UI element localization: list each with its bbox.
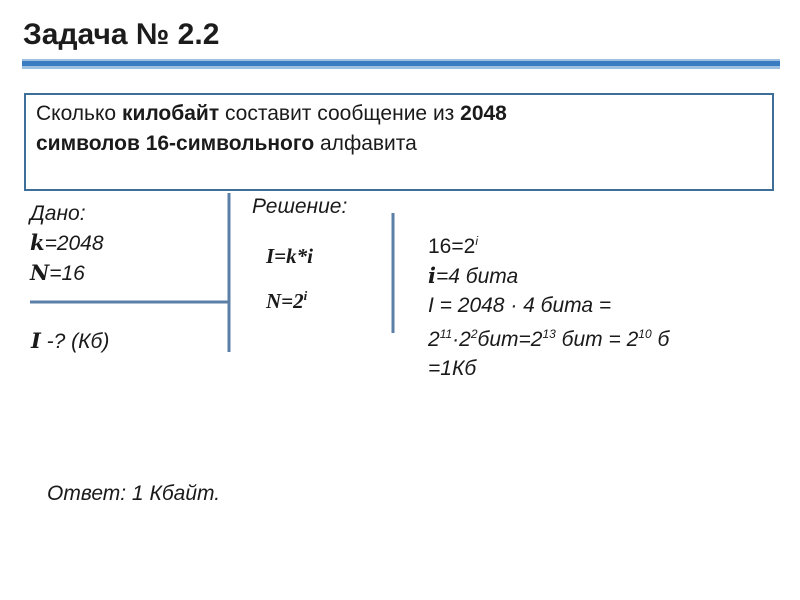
calculation-block: [428, 227, 669, 383]
task-text-1: Сколько: [36, 102, 122, 125]
slide-title: Задача № 2.2: [23, 18, 220, 51]
find-text: -? (Кб): [40, 330, 110, 353]
given-k-var: k: [30, 230, 45, 255]
calc-l4-b: ·2: [452, 328, 471, 351]
given-n-var: N: [30, 260, 50, 285]
task-text-2: составит сообщение из: [219, 102, 461, 125]
given-k-value: =2048: [44, 232, 104, 255]
calc-l1-exp: i: [475, 234, 478, 248]
formula-power-exp: i: [303, 288, 308, 303]
given-n-value: =16: [49, 262, 85, 285]
calc-l4-d-exp: 10: [638, 327, 652, 341]
given-block: [30, 199, 104, 288]
task-bold-3: символов 16-символьного: [36, 132, 315, 155]
title-underline-dark: [22, 61, 780, 66]
answer-text: Ответ: 1 Кбайт.: [47, 482, 221, 505]
calc-l4-d: бит = 2: [555, 328, 639, 351]
calc-line-4: [428, 320, 669, 354]
calc-l4-c: бит=2: [477, 328, 543, 351]
calc-l4-a: 2: [428, 328, 440, 351]
calc-line-3: I = 2048 · 4 бита =: [428, 294, 612, 317]
calc-l2-rest: =4 бита: [435, 265, 519, 288]
find-var: I: [31, 328, 41, 353]
calc-l1-base: 16=2: [428, 235, 476, 258]
task-text-3: алфавита: [314, 132, 417, 155]
task-statement-box: [24, 93, 774, 191]
calc-line-1: [428, 227, 669, 261]
title-underline: [22, 58, 780, 70]
task-bold-2: 2048: [460, 102, 507, 125]
calc-l4-e: б: [651, 328, 670, 351]
given-k-line: [30, 228, 104, 258]
calc-l4-c-exp: 13: [542, 327, 556, 341]
calc-l4-a-exp: 11: [439, 327, 453, 341]
calc-line-2: [428, 261, 669, 291]
formula-power-base: N=2: [266, 289, 304, 313]
task-bold-1: килобайт: [121, 102, 220, 125]
solution-label: Решение:: [252, 195, 348, 218]
formula-power: [266, 288, 307, 314]
formula-volume: I=k*i: [266, 244, 313, 268]
calc-l4-b-exp: 2: [470, 327, 478, 341]
given-label: Дано:: [30, 202, 86, 225]
calc-line-5: =1Кб: [428, 357, 477, 380]
calc-l2-var: i: [428, 263, 436, 288]
given-n-line: [30, 258, 104, 288]
find-line: [31, 328, 109, 354]
